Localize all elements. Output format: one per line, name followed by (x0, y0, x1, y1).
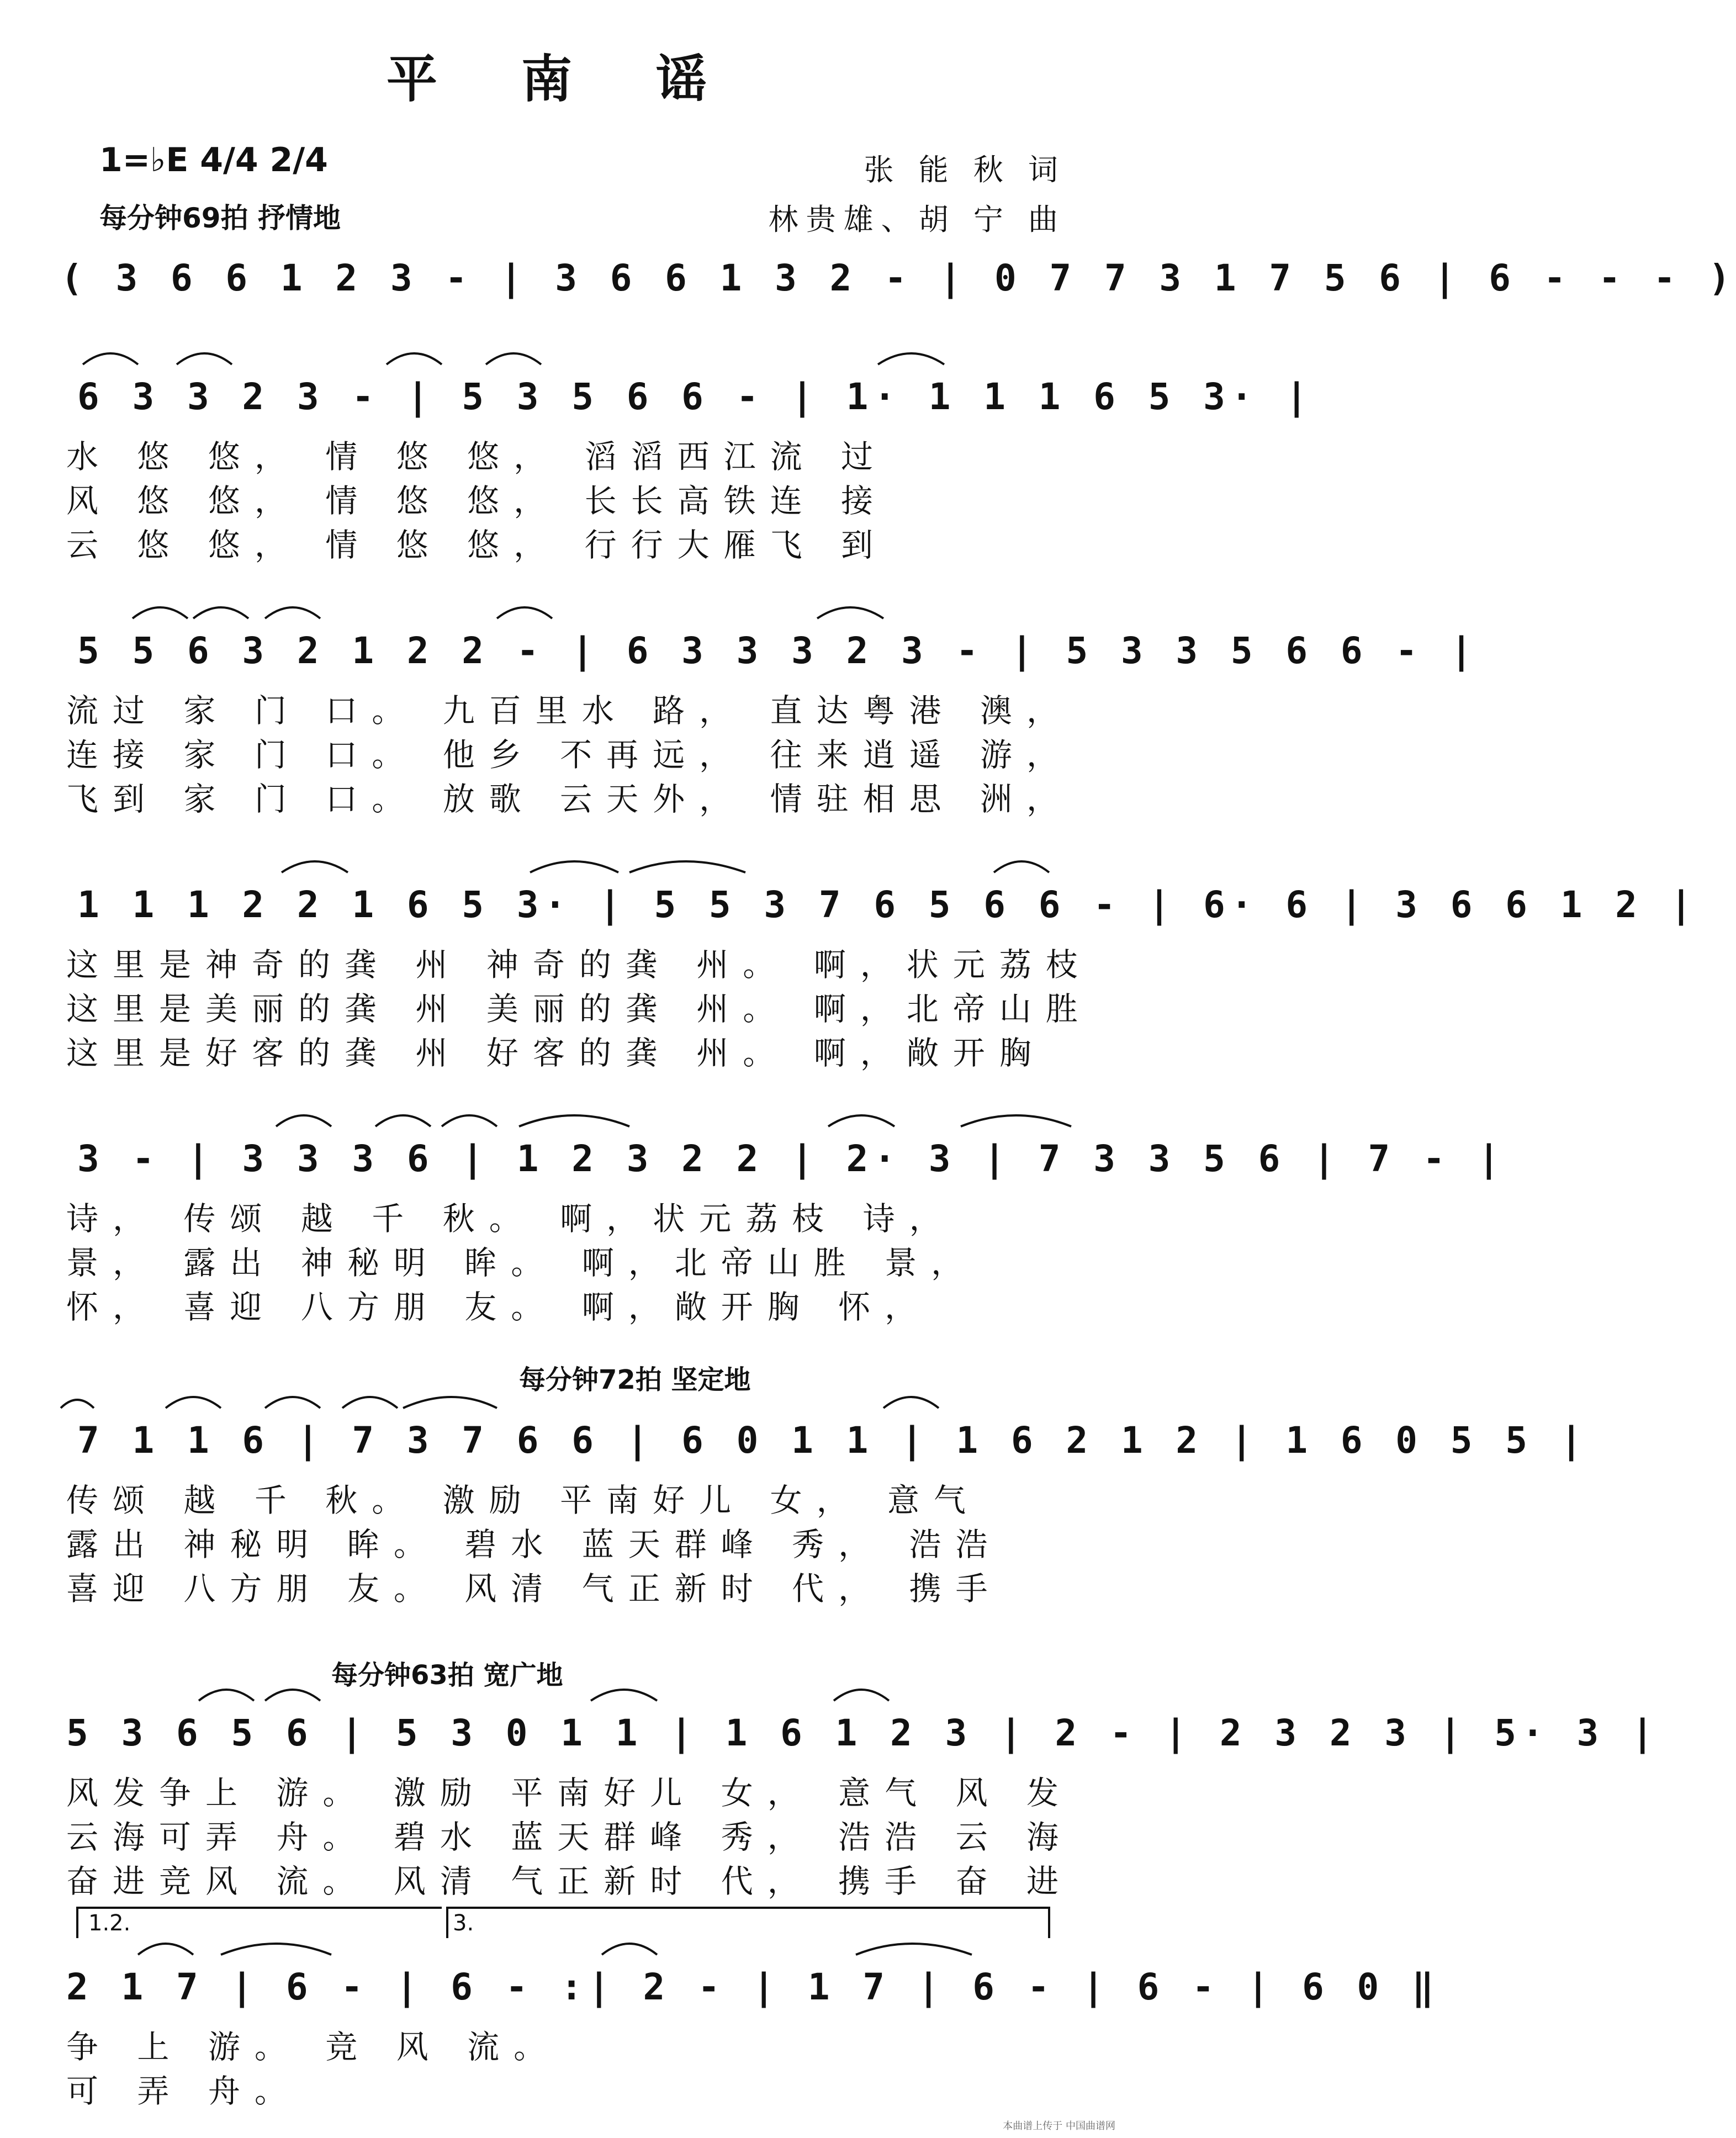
slur-mark (133, 607, 188, 618)
lyric-line: 争 上 游。 竞 风 流。 (66, 2028, 560, 2066)
slur-mark (276, 1115, 331, 1126)
lyric-line: 这里是美丽的龚 州 美丽的龚 州。 啊，北帝山胜 (66, 990, 1092, 1028)
key-signature: 1=♭E 4/4 2/4 (99, 141, 328, 179)
lyric-line: 奋进竞风 流。 风清 气正新时 代， 携手 奋 进 (66, 1862, 1073, 1900)
song-title: 平 南 谣 (386, 50, 740, 109)
footer-watermark: 本曲谱上传于 中国曲谱网 (1003, 2120, 1115, 2132)
lyric-line: 飞到 家 门 口。 放歌 云天外， 情驻相思 洲， (66, 780, 1073, 818)
slur-mark (817, 607, 883, 618)
lyric-line: 这里是神奇的龚 州 神奇的龚 州。 啊，状元荔枝 (66, 946, 1092, 983)
tie-mark (856, 1944, 972, 1955)
slur-mark (138, 1944, 193, 1955)
slur-mark (282, 861, 348, 872)
notation-line: 5 5 6 3 2 1 2 2 - | 6 3 3 3 2 3 - | 5 3 3 5 6 6 - | (77, 629, 1478, 672)
slur-mark (265, 607, 320, 618)
tie-mark (221, 1944, 331, 1955)
slur-mark (265, 1397, 320, 1408)
slur-mark (199, 1690, 254, 1701)
slur-mark (166, 1397, 221, 1408)
notation-line: 7 1 1 6 | 7 3 7 6 6 | 6 0 1 1 | 1 6 2 1 2 | 1 6 0 5 5 | (77, 1419, 1588, 1462)
slur-mark (497, 607, 552, 618)
lyric-line: 喜迎 八方朋 友。 风清 气正新时 代， 携手 (66, 1570, 1002, 1607)
notation-line: 3 - | 3 3 3 6 | 1 2 3 2 2 | 2· 3 | 7 3 3 5 6 | 7 - | (77, 1137, 1506, 1180)
tie-mark (629, 861, 745, 872)
lyric-line: 风 悠 悠， 情 悠 悠， 长长高铁连 接 (66, 482, 888, 520)
lyric-line: 风发争上 游。 激励 平南好儿 女， 意气 风 发 (66, 1774, 1073, 1812)
lyric-line: 诗， 传颂 越 千 秋。 啊，状元荔枝 诗， (66, 1200, 956, 1237)
tempo-marking: 每分钟69拍 抒情地 (99, 202, 341, 234)
tie-mark (961, 1115, 1071, 1126)
volta-bracket (77, 1908, 442, 1938)
slur-mark (265, 1690, 320, 1701)
lyric-line: 水 悠 悠， 情 悠 悠， 滔滔西江流 过 (66, 438, 888, 475)
notation-line: ( 3 6 6 1 2 3 - | 3 6 6 1 3 2 - | 0 7 7 3 1 7 5 6 | 6 - - - ) (61, 257, 1736, 299)
slur-mark (442, 1115, 497, 1126)
slur-mark (530, 861, 618, 872)
lyric-line: 景， 露出 神秘明 眸。 啊，北帝山胜 景， (66, 1244, 978, 1282)
volta-bracket (447, 1908, 1049, 1938)
slur-mark (375, 1115, 431, 1126)
volta-second-label: 3. (453, 1911, 474, 1936)
notation-line: 2 1 7 | 6 - | 6 - :| 2 - | 1 7 | 6 - | 6 - | 6 0 ‖ (66, 1966, 1439, 2008)
slur-mark (602, 1944, 657, 1955)
lyric-line: 可 弄 舟。 (66, 2072, 301, 2110)
slur-mark (387, 353, 442, 364)
lyric-line: 流过 家 门 口。 九百里水 路， 直达粤港 澳， (66, 692, 1073, 729)
lyric-line: 传颂 越 千 秋。 激励 平南好儿 女， 意气 (66, 1481, 981, 1519)
tempo-marking: 每分钟63拍 宽广地 (331, 1660, 563, 1691)
slur-mark (878, 353, 944, 364)
notation-line: 5 3 6 5 6 | 5 3 0 1 1 | 1 6 1 2 3 | 2 - | 2 3 2 3 | 5· 3 | (66, 1712, 1659, 1754)
slur-mark (177, 353, 232, 364)
slur-mark (883, 1397, 939, 1408)
lyric-line: 云海可弄 舟。 碧水 蓝天群峰 秀， 浩浩 云 海 (66, 1818, 1073, 1856)
tie-mark (61, 1400, 94, 1408)
notation-line: 1 1 1 2 2 1 6 5 3· | 5 5 3 7 6 5 6 6 - | 6· 6 | 3 6 6 1 2 | (77, 883, 1698, 926)
slur-mark (83, 353, 138, 364)
lyricist-credit: 张 能 秋 词 (864, 152, 1066, 187)
slur-mark (834, 1690, 889, 1701)
tempo-marking: 每分钟72拍 坚定地 (519, 1364, 751, 1395)
slur-mark (486, 353, 541, 364)
notation-line: 6 3 3 2 3 - | 5 3 5 6 6 - | 1· 1 1 1 6 5 3· | (77, 375, 1314, 418)
slur-mark (193, 607, 248, 618)
slur-mark (342, 1397, 398, 1408)
volta-first-label: 1.2. (88, 1911, 131, 1936)
lyric-line: 露出 神秘明 眸。 碧水 蓝天群峰 秀， 浩浩 (66, 1526, 1002, 1563)
slur-mark (828, 1115, 895, 1126)
slur-mark (994, 861, 1049, 872)
lyric-line: 这里是好客的龚 州 好客的龚 州。 啊，敞开胸 (66, 1034, 1046, 1072)
tie-mark (519, 1115, 629, 1126)
slur-mark (591, 1690, 657, 1701)
composer-credit: 林贵雄、胡 宁 曲 (768, 202, 1066, 237)
lyric-line: 连接 家 门 口。 他乡 不再远， 往来逍遥 游， (66, 736, 1073, 774)
tie-mark (403, 1397, 497, 1408)
lyric-line: 怀， 喜迎 八方朋 友。 啊，敞开胸 怀， (66, 1288, 931, 1326)
lyric-line: 云 悠 悠， 情 悠 悠， 行行大雁飞 到 (66, 526, 888, 564)
